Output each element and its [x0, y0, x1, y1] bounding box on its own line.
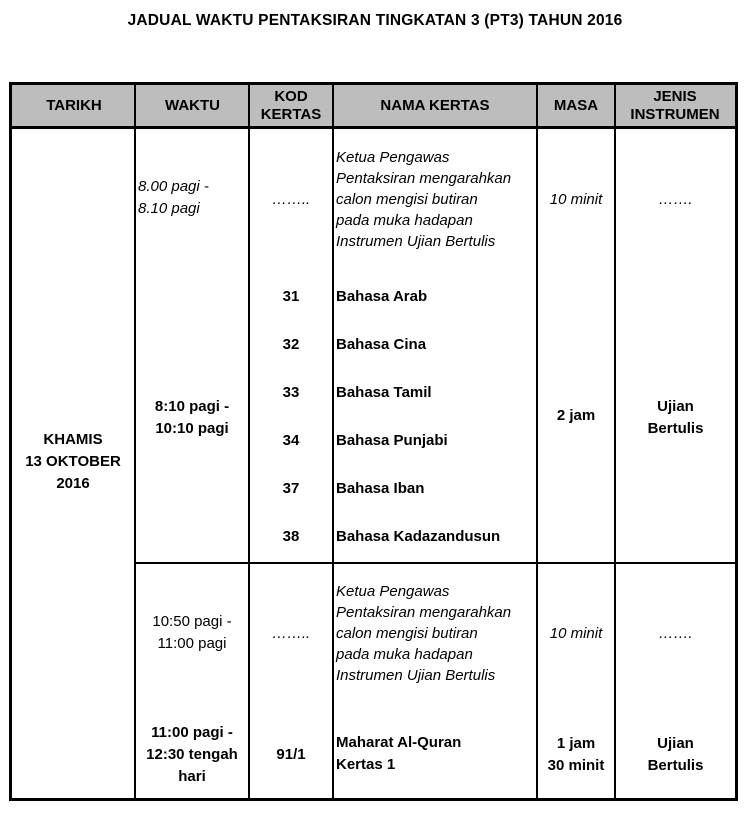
- date-day: KHAMIS: [43, 431, 103, 448]
- header-waktu: WAKTU: [165, 96, 220, 114]
- paper-kod: 38: [282, 528, 300, 545]
- prep1-jenis: …….: [658, 191, 693, 208]
- exam2-jenis: Ujian Bertulis: [647, 735, 704, 774]
- prep2-time: 10:50 pagi - 11:00 pagi: [152, 613, 232, 652]
- exam2-kod: 91/1: [276, 746, 306, 763]
- exam2-time: 11:00 pagi - 12:30 tengah hari: [146, 724, 238, 785]
- header-jenis-instrumen: [615, 85, 735, 126]
- exam1-masa: 2 jam: [556, 407, 596, 424]
- prep1-time: 8.00 pagi - 8.10 pagi: [138, 178, 209, 217]
- paper-kod: 32: [282, 336, 300, 353]
- timetable: [9, 82, 738, 801]
- paper-nama: Bahasa Kadazandusun: [336, 528, 501, 545]
- paper-kod: 33: [282, 384, 300, 401]
- paper-nama: Bahasa Iban: [336, 480, 425, 497]
- paper-kod: 34: [282, 432, 300, 449]
- paper-nama: Bahasa Arab: [336, 288, 428, 305]
- date-date: 13 OKTOBER: [25, 453, 121, 470]
- exam2-nama: Maharat Al-Quran Kertas 1: [336, 734, 462, 773]
- date-year: 2016: [56, 475, 90, 492]
- paper-nama: Bahasa Punjabi: [336, 432, 448, 449]
- exam1-jenis: Ujian Bertulis: [647, 398, 704, 437]
- header-jenis-line1: JENIS: [653, 87, 697, 105]
- exam1-time: 8:10 pagi - 10:10 pagi: [154, 398, 230, 437]
- exam2-masa: 1 jam 30 minit: [547, 735, 605, 774]
- prep2-instruction: Ketua Pengawas Pentaksiran mengarahkan calon mengisi butiran pada muka hadapan Instrumen Ujian Bertulis: [336, 583, 512, 684]
- prep1-masa: 10 minit: [549, 191, 603, 208]
- page-title: JADUAL WAKTU PENTAKSIRAN TINGKATAN 3 (PT3) TAHUN 2016: [127, 12, 623, 29]
- paper-kod: 37: [282, 480, 300, 497]
- header-tarikh: TARIKH: [46, 96, 102, 114]
- header-kod-line1: KOD: [274, 87, 308, 105]
- row-divider: [135, 562, 735, 564]
- paper-kod: 31: [282, 288, 300, 305]
- header-jenis-line2: INSTRUMEN: [630, 105, 720, 123]
- prep1-kod: ……..: [271, 191, 311, 208]
- header-nama-kertas: NAMA KERTAS: [380, 96, 490, 114]
- paper-nama: Bahasa Cina: [336, 336, 427, 353]
- header-masa: MASA: [553, 96, 599, 114]
- col-divider: [134, 85, 136, 798]
- prep1-instruction: Ketua Pengawas Pentaksiran mengarahkan calon mengisi butiran pada muka hadapan Instrumen Ujian Bertulis: [336, 149, 512, 250]
- prep2-kod: ……..: [271, 625, 311, 642]
- header-kod-kertas: [249, 85, 333, 126]
- prep2-masa: 10 minit: [549, 625, 603, 642]
- header-kod-line2: KERTAS: [260, 105, 322, 123]
- prep2-jenis: …….: [658, 625, 693, 642]
- date-cell: [12, 126, 134, 798]
- paper-nama: Bahasa Tamil: [336, 384, 432, 401]
